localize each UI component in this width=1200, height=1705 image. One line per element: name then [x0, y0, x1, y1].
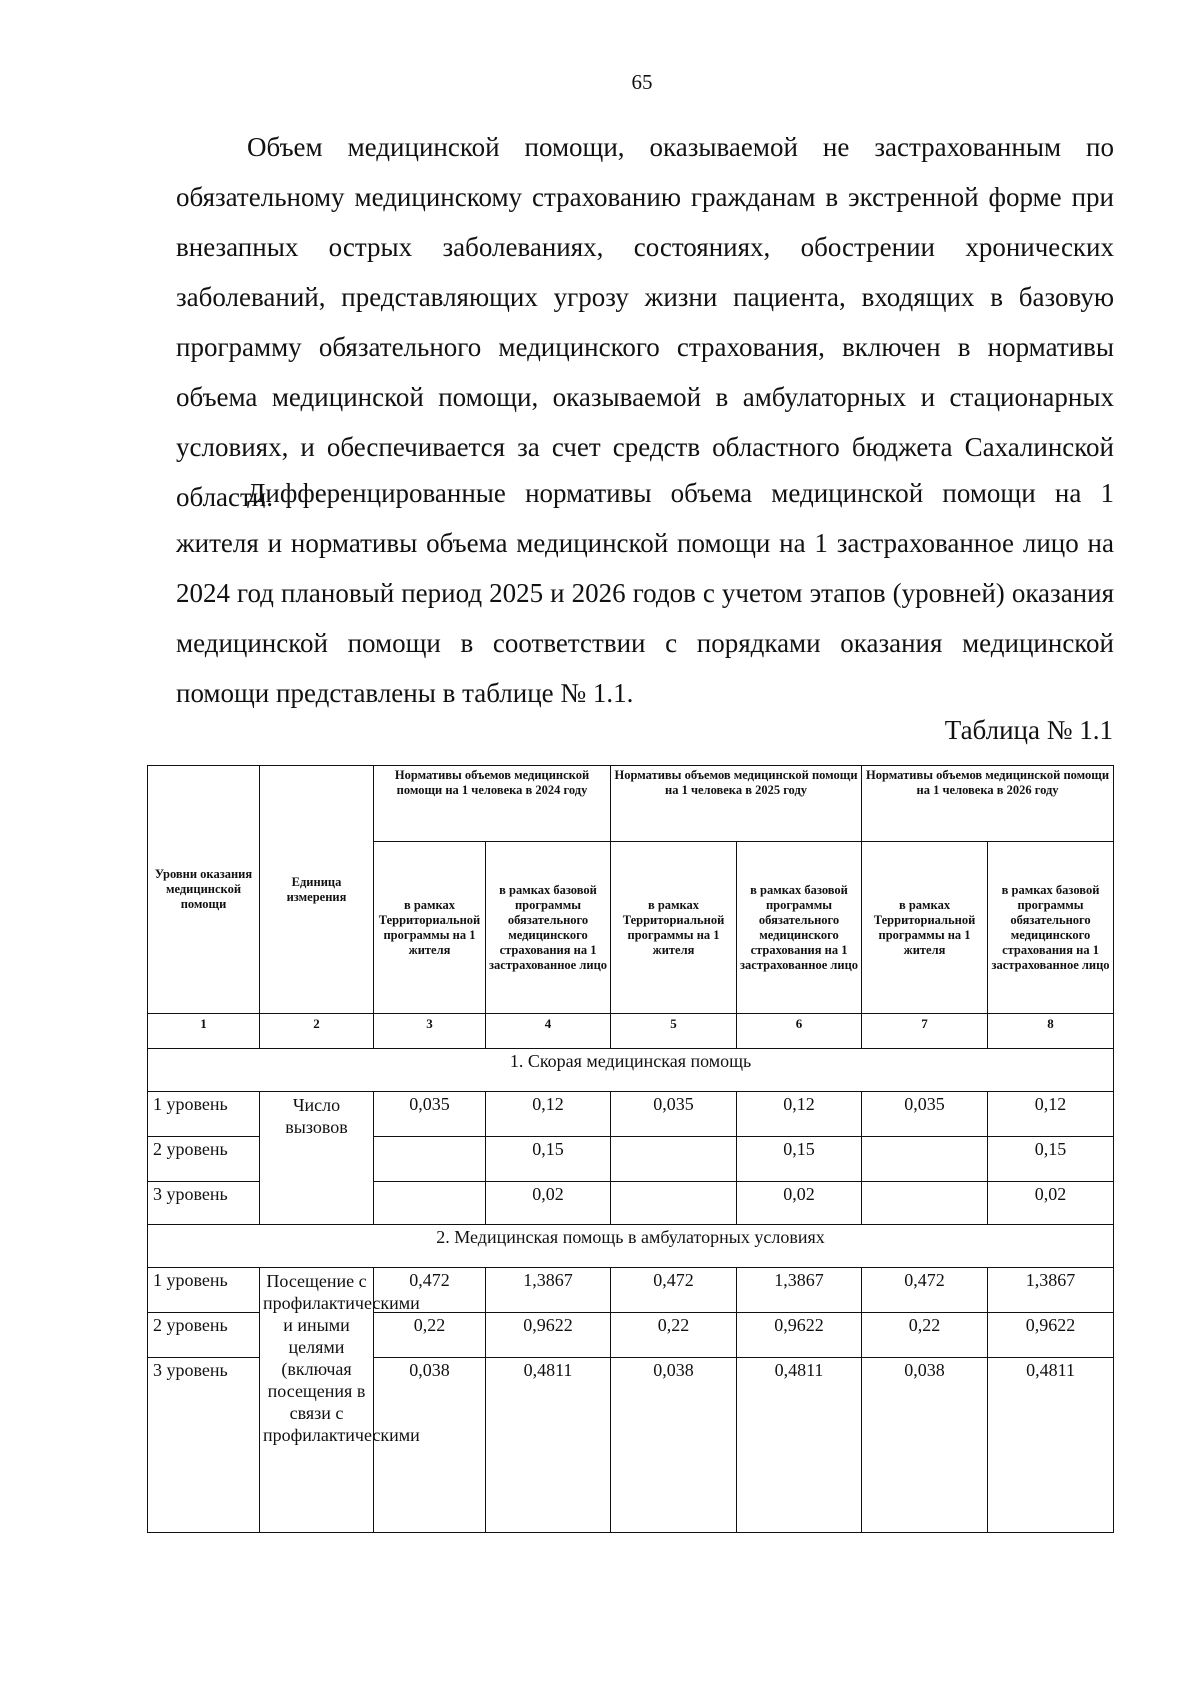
paragraph-1-text: Объем медицинской помощи, оказываемой не застрахованным по обязательному медицинскому страхованию гражданам в экстренной форме при внезапных острых заболеваниях, состояниях, обострении хронических заболеваний, представляющих угрозу жизни пациента, входящих в базовую программу обязательного медицинского страхования, включен в нормативы объема медицинской помощи, оказываемой в амбулаторных и стационарных условиях, и обеспечивается за счет средств областного бюджета Сахалинской области. [176, 132, 1114, 512]
column-number: 4 [486, 1014, 611, 1049]
value-cell: 0,15 [737, 1137, 862, 1182]
column-number: 6 [737, 1014, 862, 1049]
column-number: 8 [988, 1014, 1114, 1049]
paragraph-2-text: Дифференцированные нормативы объема медицинской помощи на 1 жителя и нормативы объема медицинской помощи на 1 застрахованное лицо на 2024 год плановый период 2025 и 2026 годов с учетом этапов (уровней) оказания медицинской помощи в соответствии с порядками оказания медицинской помощи представлены в таблице № 1.1. [176, 478, 1114, 708]
header-year-2026: Нормативы объемов медицинской помощи на 1 человека в 2026 году [862, 766, 1114, 842]
column-number: 5 [611, 1014, 737, 1049]
section-title-emergency: 1. Скорая медицинская помощь [148, 1049, 1114, 1092]
unit-cell: Посещение с профилактическими и иными целями (включая посещения в связи с профилактическими [260, 1268, 374, 1533]
section-row [148, 1049, 1114, 1092]
column-numbers-row [148, 1014, 1114, 1049]
value-cell: 0,035 [611, 1092, 737, 1137]
header-year-2024: Нормативы объемов медицинской помощи на 1 человека в 2024 году [374, 766, 611, 842]
value-cell: 0,22 [862, 1313, 988, 1358]
unit-cell: Число вызовов [260, 1092, 374, 1225]
column-number: 3 [374, 1014, 486, 1049]
level-cell: 3 уровень [148, 1182, 260, 1225]
value-cell: 0,15 [486, 1137, 611, 1182]
value-cell: 1,3867 [988, 1268, 1114, 1313]
value-cell [611, 1137, 737, 1182]
value-cell: 0,02 [486, 1182, 611, 1225]
level-cell: 1 уровень [148, 1268, 260, 1313]
value-cell: 1,3867 [737, 1268, 862, 1313]
header-col-6: в рамках базовой программы обязательного медицинского страхования на 1 застрахованное лицо [737, 842, 862, 1014]
header-col-3: в рамках Территориальной программы на 1 жителя [374, 842, 486, 1014]
header-levels: Уровни оказания медицинской помощи [148, 766, 260, 1014]
table-row [148, 1092, 1114, 1137]
value-cell: 0,02 [737, 1182, 862, 1225]
header-col-4: в рамках базовой программы обязательного медицинского страхования на 1 застрахованное лицо [486, 842, 611, 1014]
page-number: 65 [631, 70, 653, 94]
value-cell [374, 1182, 486, 1225]
value-cell: 0,15 [988, 1137, 1114, 1182]
paragraph-1 [176, 122, 1114, 522]
value-cell: 0,9622 [988, 1313, 1114, 1358]
level-cell: 1 уровень [148, 1092, 260, 1137]
value-cell: 0,12 [737, 1092, 862, 1137]
value-cell [611, 1182, 737, 1225]
value-cell: 0,038 [374, 1358, 486, 1533]
value-cell: 0,472 [611, 1268, 737, 1313]
value-cell: 0,4811 [486, 1358, 611, 1533]
value-cell: 0,12 [486, 1092, 611, 1137]
value-cell: 0,472 [374, 1268, 486, 1313]
section-title-outpatient: 2. Медицинская помощь в амбулаторных условиях [148, 1225, 1114, 1268]
header-col-5: в рамках Территориальной программы на 1 жителя [611, 842, 737, 1014]
section-row [148, 1225, 1114, 1268]
paragraph-2 [176, 468, 1114, 718]
level-cell: 2 уровень [148, 1137, 260, 1182]
value-cell: 0,9622 [486, 1313, 611, 1358]
value-cell: 0,12 [988, 1092, 1114, 1137]
header-col-7: в рамках Территориальной программы на 1 жителя [862, 842, 988, 1014]
column-number: 1 [148, 1014, 260, 1049]
value-cell: 0,472 [862, 1268, 988, 1313]
level-cell: 2 уровень [148, 1313, 260, 1358]
value-cell: 0,035 [374, 1092, 486, 1137]
norms-table [147, 765, 1114, 1533]
value-cell: 0,9622 [737, 1313, 862, 1358]
column-number: 2 [260, 1014, 374, 1049]
value-cell: 0,038 [862, 1358, 988, 1533]
value-cell: 0,4811 [737, 1358, 862, 1533]
value-cell [374, 1137, 486, 1182]
value-cell: 0,4811 [988, 1358, 1114, 1533]
value-cell [862, 1137, 988, 1182]
value-cell: 0,22 [374, 1313, 486, 1358]
value-cell: 0,02 [988, 1182, 1114, 1225]
value-cell: 1,3867 [486, 1268, 611, 1313]
table-caption: Таблица № 1.1 [944, 715, 1113, 745]
value-cell [862, 1182, 988, 1225]
value-cell: 0,035 [862, 1092, 988, 1137]
column-number: 7 [862, 1014, 988, 1049]
header-col-8: в рамках базовой программы обязательного медицинского страхования на 1 застрахованное лицо [988, 842, 1114, 1014]
value-cell: 0,22 [611, 1313, 737, 1358]
table-row [148, 1268, 1114, 1313]
header-unit: Единица измерения [260, 766, 374, 1014]
level-cell: 3 уровень [148, 1358, 260, 1533]
header-year-2025: Нормативы объемов медицинской помощи на 1 человека в 2025 году [611, 766, 862, 842]
value-cell: 0,038 [611, 1358, 737, 1533]
